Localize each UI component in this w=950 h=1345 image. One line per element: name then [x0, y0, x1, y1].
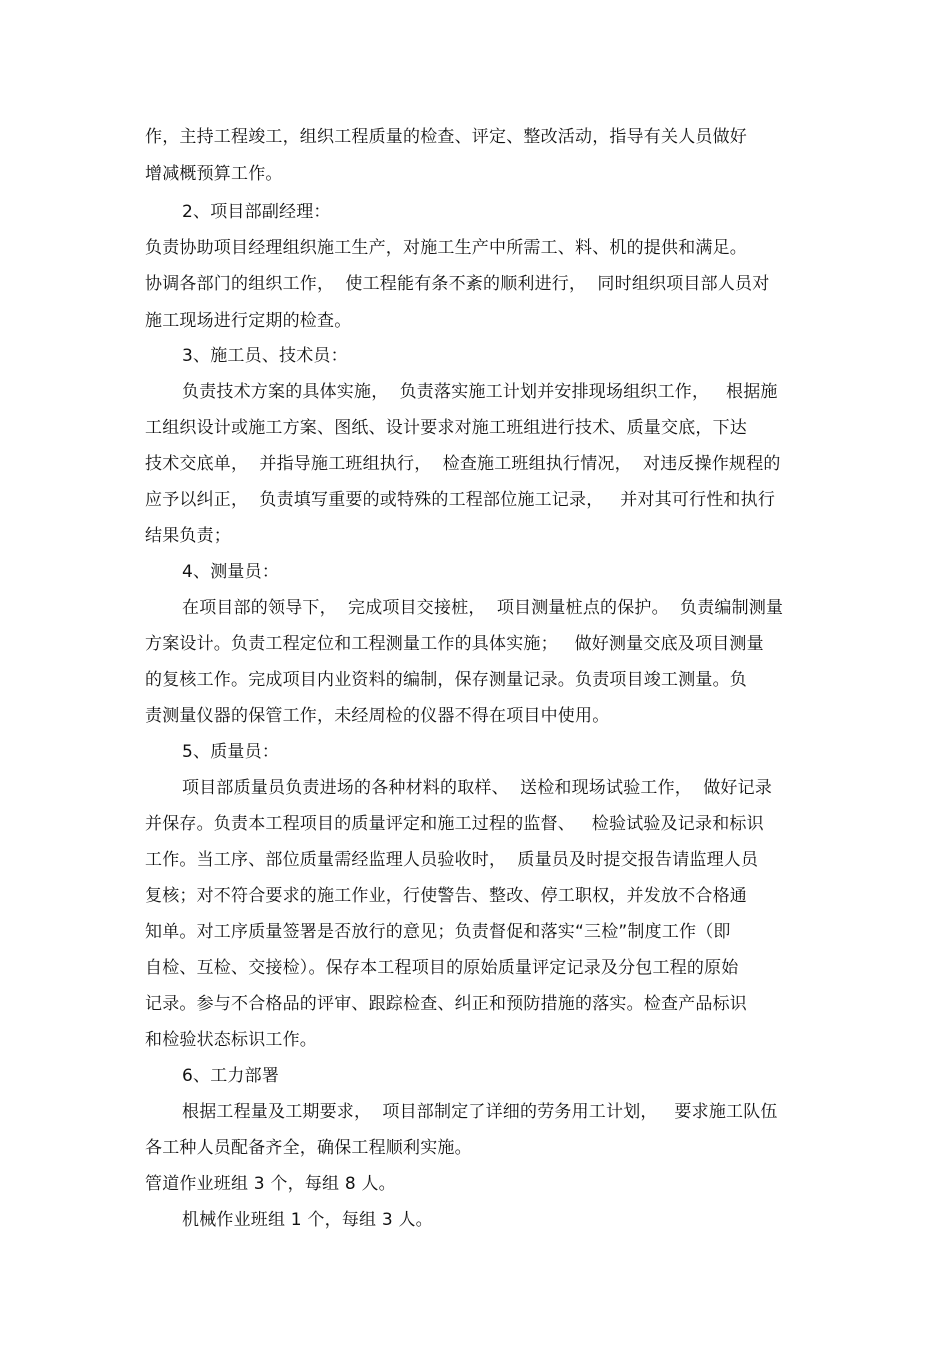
- text-line: 在项目部的领导下， 完成项目交接桩， 项目测量桩点的保护。 负责编制测量: [182, 598, 784, 618]
- text-line: 机械作业班组 1 个，每组 3 人。: [182, 1210, 433, 1230]
- text-line: 负责技术方案的具体实施， 负责落实施工计划并安排现场组织工作， 根据施: [182, 382, 778, 402]
- text-line: 工组织设计或施工方案、图纸、设计要求对施工班组进行技术、质量交底，下达: [145, 418, 747, 438]
- text-line: 技术交底单， 并指导施工班组执行， 检查施工班组执行情况， 对违反操作规程的: [145, 454, 781, 474]
- text-line: 施工现场进行定期的检查。: [145, 311, 352, 331]
- text-line: 负责协助项目经理组织施工生产，对施工生产中所需工、料、机的提供和满足。: [145, 238, 747, 258]
- text-line: 结果负责；: [145, 526, 231, 546]
- text-line: 并保存。负责本工程项目的质量评定和施工过程的监督、 检验试验及记录和标识: [145, 814, 764, 834]
- text-line: 根据工程量及工期要求， 项目部制定了详细的劳务用工计划， 要求施工队伍: [182, 1102, 778, 1122]
- text-line: 方案设计。负责工程定位和工程测量工作的具体实施； 做好测量交底及项目测量: [145, 634, 764, 654]
- text-line: 的复核工作。完成项目内业资料的编制，保存测量记录。负责项目竣工测量。负: [145, 670, 747, 690]
- text-line: 应予以纠正， 负责填写重要的或特殊的工程部位施工记录， 并对其可行性和执行: [145, 490, 776, 510]
- section-heading: 6、工力部署: [182, 1066, 280, 1086]
- text-line: 知单。对工序质量签署是否放行的意见；负责督促和落实“三检”制度工作（即: [145, 922, 731, 942]
- text-line: 管道作业班组 3 个，每组 8 人。: [145, 1174, 396, 1194]
- text-line: 协调各部门的组织工作， 使工程能有条不紊的顺利进行， 同时组织项目部人员对: [145, 274, 770, 294]
- text-line: 作，主持工程竣工，组织工程质量的检查、评定、整改活动，指导有关人员做好: [145, 127, 747, 147]
- text-line: 各工种人员配备齐全，确保工程顺利实施。: [145, 1138, 472, 1158]
- section-heading: 3、施工员、技术员：: [182, 346, 348, 366]
- text-line: 记录。参与不合格品的评审、跟踪检查、纠正和预防措施的落实。检查产品标识: [145, 994, 747, 1014]
- text-line: 工作。当工序、部位质量需经监理人员验收时， 质量员及时提交报告请监理人员: [145, 850, 759, 870]
- text-line: 项目部质量员负责进场的各种材料的取样、 送检和现场试验工作， 做好记录: [182, 778, 773, 798]
- text-line: 复核；对不符合要求的施工作业，行使警告、整改、停工职权，并发放不合格通: [145, 886, 747, 906]
- section-heading: 5、质量员：: [182, 742, 280, 762]
- section-heading: 2、项目部副经理：: [182, 202, 331, 222]
- text-line: 增减概预算工作。: [145, 164, 283, 184]
- text-line: 和检验状态标识工作。: [145, 1030, 317, 1050]
- text-line: 责测量仪器的保管工作，未经周检的仪器不得在项目中使用。: [145, 706, 610, 726]
- section-heading: 4、测量员：: [182, 562, 280, 582]
- text-line: 自检、互检、交接检）。保存本工程项目的原始质量评定记录及分包工程的原始: [145, 958, 739, 978]
